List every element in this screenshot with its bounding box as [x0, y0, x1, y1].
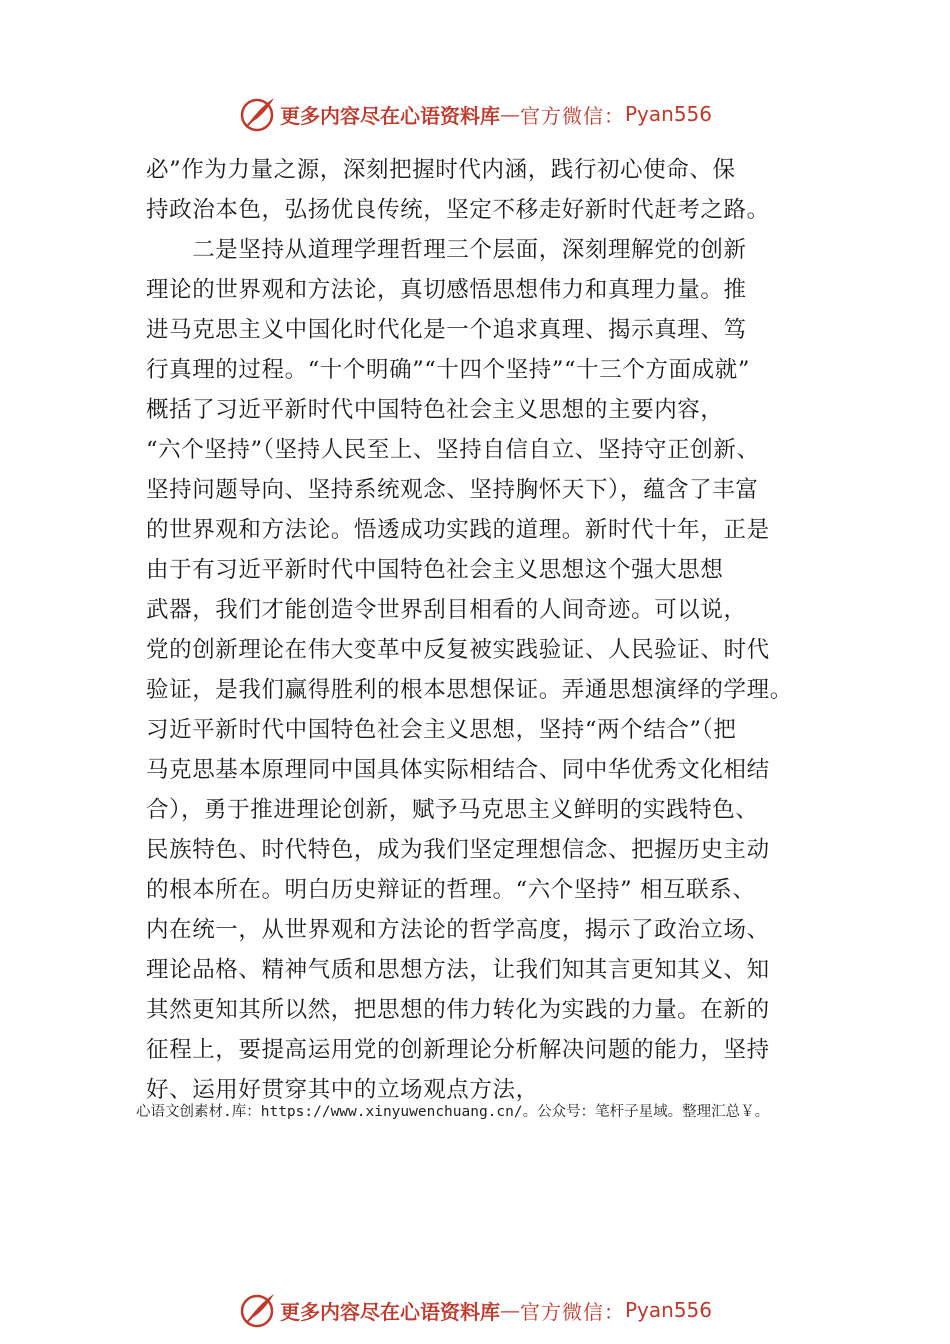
- body-line: 持政治本色，弘扬优良传统，坚定不移走好新时代赶考之路。: [146, 197, 770, 223]
- banner-main-text: 更多内容尽在心语资料库: [280, 103, 500, 128]
- footer-banner: [238, 1288, 758, 1332]
- banner-wechat-id: Pyan556: [625, 1298, 713, 1322]
- body-line: 好、运用好贯穿其中的立场观点方法，: [146, 1077, 539, 1103]
- body-line: 马克思基本原理同中国具体实际相结合、同中华优秀文化相结: [146, 757, 770, 783]
- banner-wechat-label: 官方微信：: [520, 103, 625, 128]
- body-line: 理论品格、精神气质和思想方法，让我们知其言更知其义、知: [146, 957, 770, 983]
- banner-wechat-label: 官方微信：: [520, 1299, 625, 1324]
- body-line: 进马克思主义中国化时代化是一个追求真理、揭示真理、笃: [146, 317, 747, 343]
- body-line: 由于有习近平新时代中国特色社会主义思想这个强大思想: [146, 557, 724, 583]
- body-line: 内在统一，从世界观和方法论的哲学高度，揭示了政治立场、: [146, 917, 770, 943]
- banner-main-text: 更多内容尽在心语资料库: [280, 1299, 500, 1324]
- body-line: 行真理的过程。“十个明确”“十四个坚持”“十三个方面成就”: [146, 357, 750, 383]
- quill-logo-icon: [238, 94, 278, 134]
- body-line: 的世界观和方法论。悟透成功实践的道理。新时代十年，正是: [146, 517, 770, 543]
- body-line: 的根本所在。明白历史辩证的哲理。“六个坚持” 相互联系、: [146, 877, 756, 903]
- body-line: 合），勇于推进理论创新，赋予马克思主义鲜明的实践特色、: [146, 797, 759, 823]
- body-line: “六个坚持”（坚持人民至上、坚持自信自立、坚持守正创新、: [146, 437, 760, 463]
- body-line: 武器，我们才能创造令世界刮目相看的人间奇迹。可以说，: [146, 597, 747, 623]
- body-line: 验证，是我们赢得胜利的根本思想保证。弄通思想演绎的学理。: [146, 677, 793, 703]
- body-line: 党的创新理论在伟大变革中反复被实践验证、人民验证、时代: [146, 637, 770, 663]
- body-line: 理论的世界观和方法论，真切感悟思想伟力和真理力量。推: [146, 277, 747, 303]
- body-line: 必”作为力量之源，深刻把握时代内涵，践行初心使命、保: [146, 157, 736, 183]
- body-line: 其然更知其所以然，把思想的伟力转化为实践的力量。在新的: [146, 997, 770, 1023]
- banner-separator: —: [500, 1298, 520, 1322]
- quill-logo-icon: [238, 1290, 278, 1330]
- body-line: 习近平新时代中国特色社会主义思想，坚持“两个结合”（把: [146, 717, 737, 743]
- source-footnote: 心语文创素材.库：https://www.xinyuwenchuang.cn/。公众号：笔杆子星域。整理汇总￥。: [136, 1104, 770, 1120]
- body-line: 坚持问题导向、坚持系统观念、坚持胸怀天下），蕴含了丰富: [146, 477, 759, 503]
- banner-wechat-id: Pyan556: [625, 102, 713, 126]
- banner-separator: —: [500, 102, 520, 126]
- header-banner: [238, 92, 758, 136]
- body-line: 二是坚持从道理学理哲理三个层面，深刻理解党的创新: [146, 237, 747, 263]
- body-line: 民族特色、时代特色，成为我们坚定理想信念、把握历史主动: [146, 837, 770, 863]
- body-line: 概括了习近平新时代中国特色社会主义思想的主要内容，: [146, 397, 724, 423]
- document-body: [146, 150, 846, 1110]
- body-line: 征程上，要提高运用党的创新理论分析解决问题的能力，坚持: [146, 1037, 770, 1063]
